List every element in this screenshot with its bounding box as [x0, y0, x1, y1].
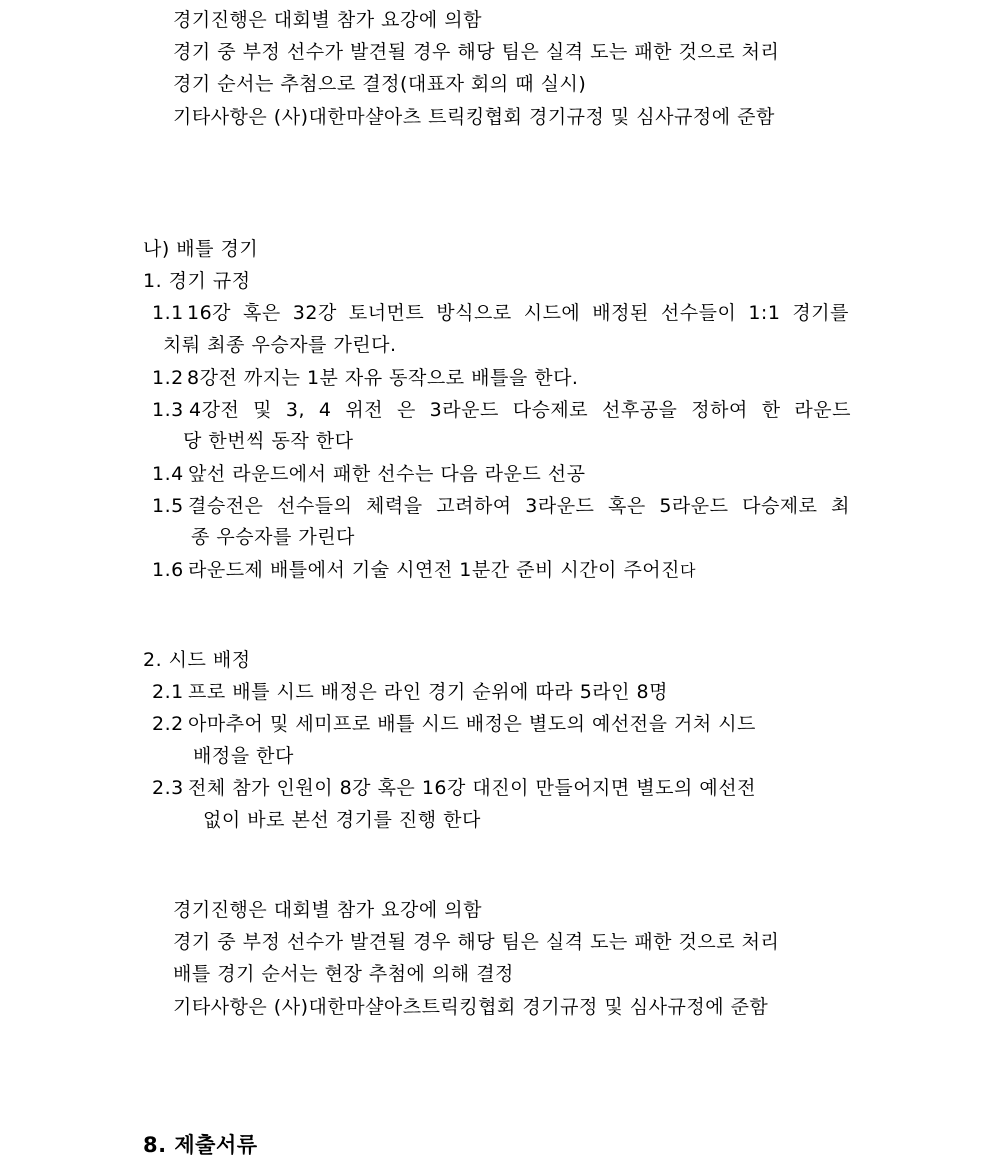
subsection-title-seeding: 2. 시드 배정 — [143, 649, 251, 671]
item-continuation: 배정을 한다 — [193, 745, 294, 767]
item-text — [188, 494, 850, 518]
rule-line-3: 배틀 경기 순서는 현장 추첨에 의해 결정 — [173, 963, 514, 985]
item-continuation: 없이 바로 본선 경기를 진행 한다 — [203, 809, 481, 831]
item-text — [189, 398, 851, 422]
rule-line-2: 경기 중 부정 선수가 발견될 경우 해당 팀은 실격 도는 패한 것으로 처리 — [173, 931, 780, 953]
item-text: 전체 참가 인원이 8강 혹은 16강 대진이 만들어지면 별도의 예선전 — [188, 777, 756, 799]
item-number: 1.2 — [152, 367, 184, 389]
item-number: 1.6 — [152, 559, 184, 581]
item-text-content: 4강전 및 3, 4 위전 은 3라운드 다승제로 선후공을 정하여 한 라운드 — [189, 399, 851, 421]
item-number: 1.5 — [152, 495, 184, 517]
item-text: 8강전 까지는 1분 자유 동작으로 배틀을 한다. — [187, 367, 579, 389]
item-continuation: 당 한번씩 동작 한다 — [183, 430, 354, 452]
item-text-content: 16강 혹은 32강 토너먼트 방식으로 시드에 배정된 선수들이 1:1 경기를 — [187, 302, 849, 324]
item-text: 프로 배틀 시드 배정은 라인 경기 순위에 따라 5라인 8명 — [188, 681, 668, 703]
rule-line-4: 기타사항은 (사)대한마샬아츠 트릭킹협회 경기규정 및 심사규정에 준함 — [173, 106, 775, 128]
item-text — [188, 558, 696, 583]
item-text-content: 결승전은 선수들의 체력을 고려하여 3라운드 혹은 5라운드 다승제로 최 — [188, 495, 850, 517]
item-number: 1.1 — [152, 302, 184, 324]
item-text: 아마추어 및 세미프로 배틀 시드 배정은 별도의 예선전을 거처 시드 — [188, 713, 756, 735]
item-number: 1.3 — [152, 399, 184, 421]
subsection-title-rules: 1. 경기 규정 — [143, 270, 251, 292]
item-text: 앞선 라운드에서 패한 선수는 다음 라운드 선공 — [188, 463, 586, 485]
item-number: 1.4 — [152, 463, 184, 485]
item-continuation: 종 우승자를 가린다 — [191, 526, 355, 548]
section-title-documents: 8. 제출서류 — [143, 1133, 258, 1157]
item-number: 2.3 — [152, 777, 184, 799]
section-title-battle: 나) 배틀 경기 — [143, 238, 259, 260]
item-continuation: 치뤄 최종 우승자를 가린다. — [163, 334, 397, 356]
item-text — [187, 301, 849, 325]
item-text-tail: 다 — [680, 561, 696, 580]
rule-line-2: 경기 중 부정 선수가 발견될 경우 해당 팀은 실격 도는 패한 것으로 처리 — [173, 41, 780, 63]
item-text-content: 라운드제 배틀에서 기술 시연전 1분간 준비 시간이 주어진 — [188, 559, 681, 581]
item-number: 2.1 — [152, 681, 184, 703]
rule-line-3: 경기 순서는 추첨으로 결정(대표자 회의 때 실시) — [173, 73, 587, 95]
rule-line-4: 기타사항은 (사)대한마샬아츠트릭킹협회 경기규정 및 심사규정에 준함 — [173, 996, 769, 1018]
rule-line-1: 경기진행은 대회별 참가 요강에 의함 — [173, 9, 482, 31]
item-number: 2.2 — [152, 713, 184, 735]
rule-line-1: 경기진행은 대회별 참가 요강에 의함 — [173, 899, 482, 921]
